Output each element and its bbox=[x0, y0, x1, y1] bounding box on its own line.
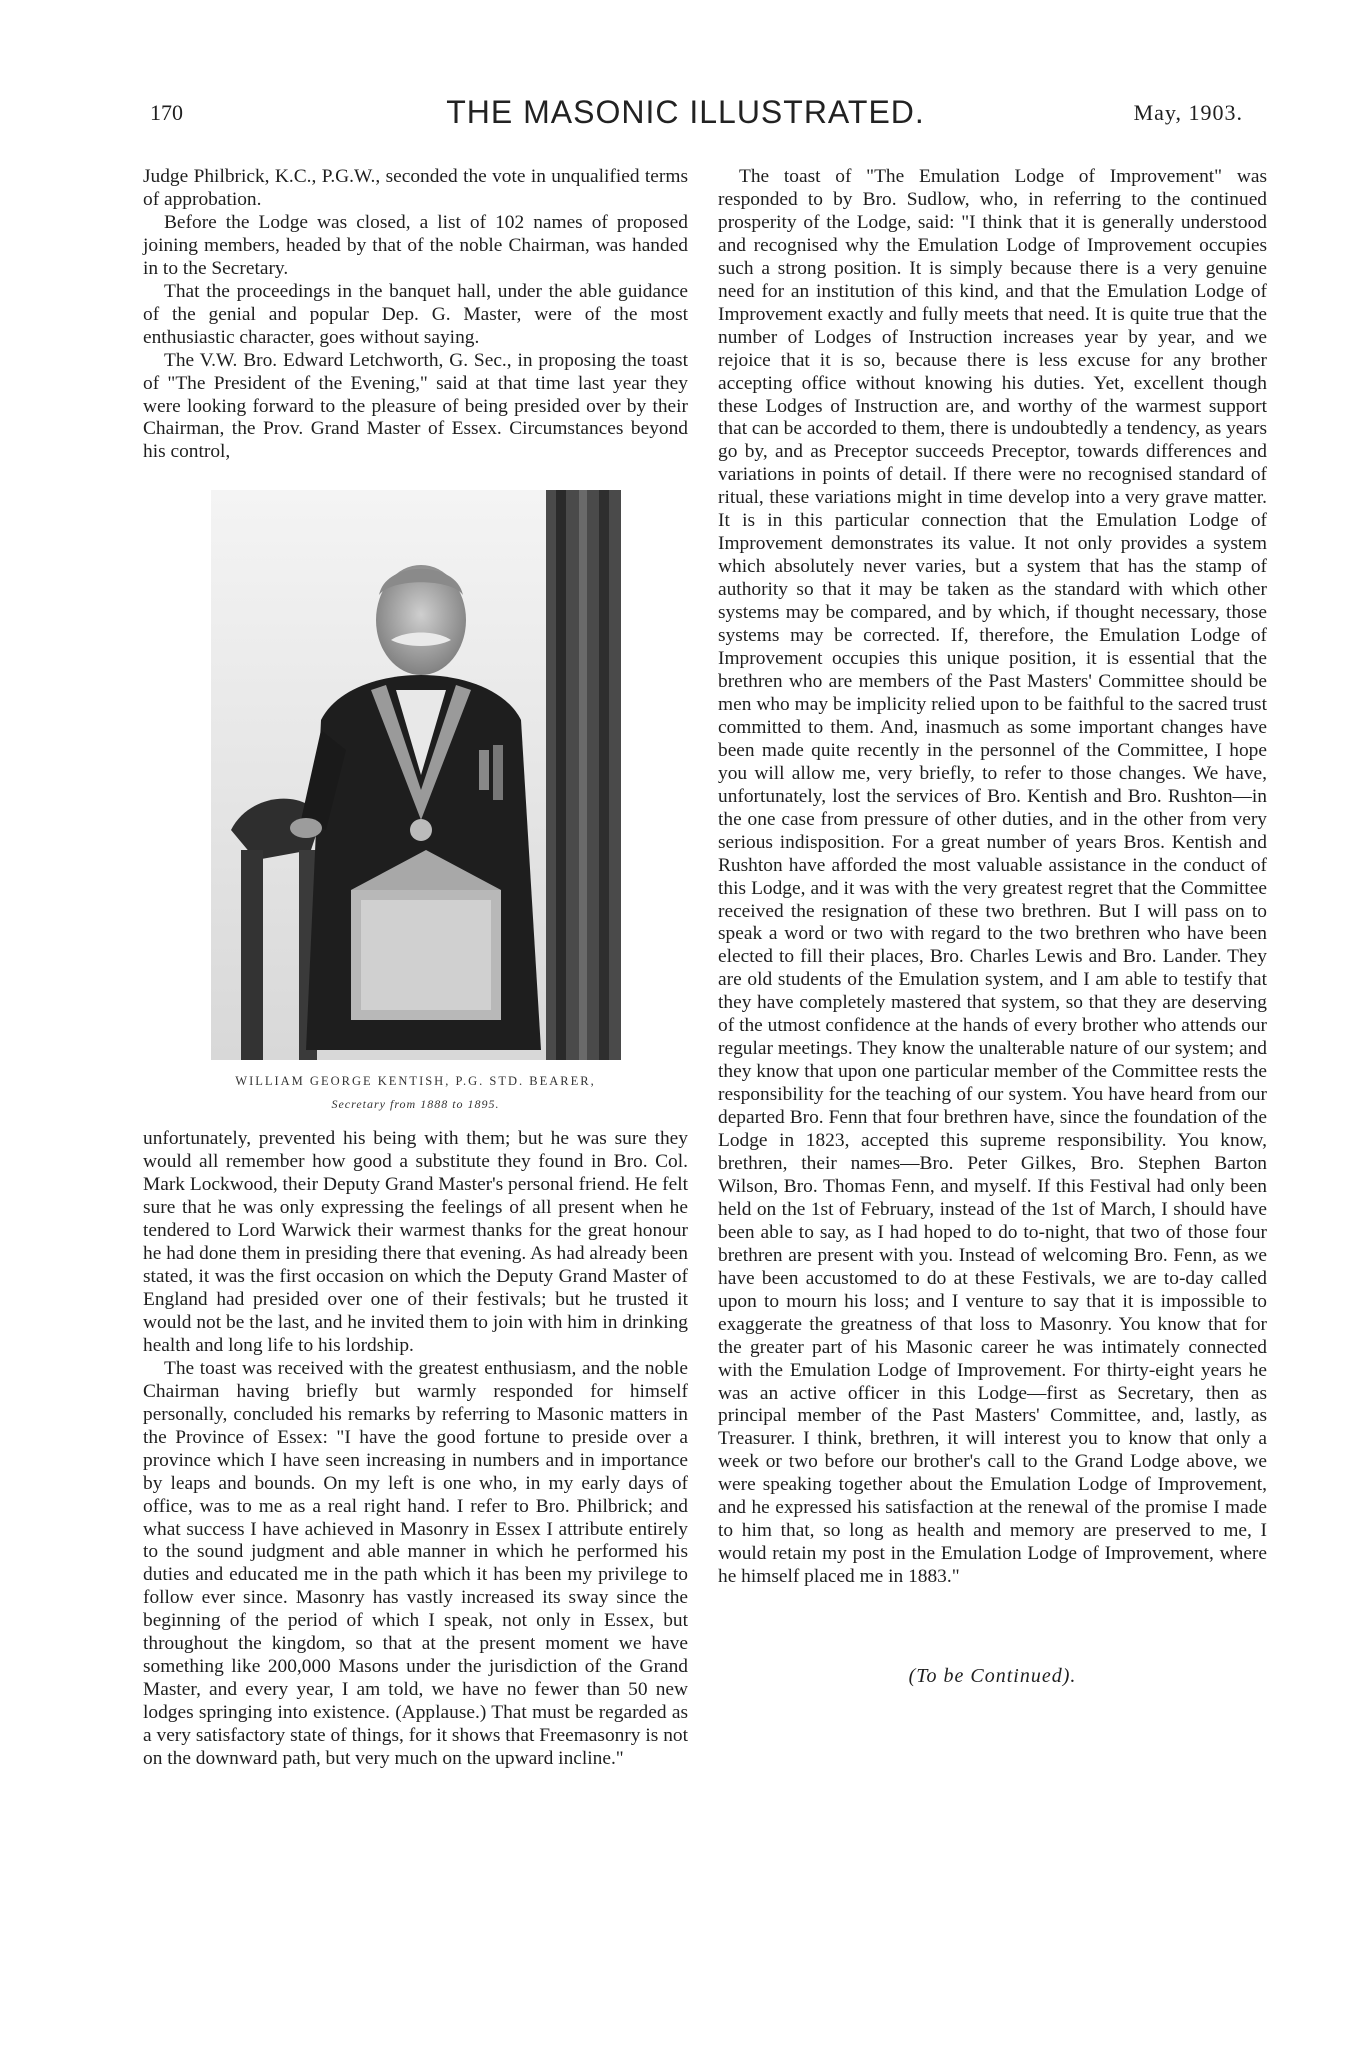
page-number: 170 bbox=[150, 100, 183, 125]
article-paragraph: That the proceedings in the banquet hall, under the able guidance of the genial and popular Dep. G. Master, were of the most enthusiastic character, goes without saying. bbox=[143, 280, 688, 348]
photo-caption-subtitle: Secretary from 1888 to 1895. bbox=[331, 1097, 500, 1112]
portrait-photo bbox=[211, 490, 621, 1060]
issue-date: May, 1903. bbox=[1133, 100, 1243, 125]
article-paragraph: The toast was received with the greatest enthusiasm, and the noble Chairman having briefly but warmly responded for himself personally, concluded his remarks by referring to Masonic matters in the Province of Essex: "I have the good fortune to preside over a province which I have seen increasing in numbers and in importance by leaps and bounds. On my left is one who, in my early days of office, was to me as a real right hand. I refer to Bro. Philbrick; and what success I have achieved in Masonry in Essex I attribute entirely to the sound judgment and able manner in which he performed his duties and educated me in the path which it has been my privilege to follow ever since. Masonry has vastly increased its sway since the beginning of the period of which I speak, not only in Essex, but throughout the kingdom, so that at the present moment we have something like 200,000 Masons under the jurisdiction of the Grand Master, and every year, I am told, we have no fewer than 50 new lodges springing into existence. (Applause.) That must be regarded as a very satisfactory state of things, for it shows that Freemasonry is not on the downward path, but very much on the upward incline." bbox=[143, 1357, 688, 1770]
article-paragraph: Before the Lodge was closed, a list of 102 names of proposed joining members, headed by that of the noble Chairman, was handed in to the Secretary. bbox=[143, 211, 688, 279]
right-column bbox=[718, 166, 1267, 1688]
left-column bbox=[143, 166, 688, 1771]
article-paragraph: The V.W. Bro. Edward Letchworth, G. Sec., in proposing the toast of "The President of the Evening," said at that time last year they were looking forward to the pleasure of being presided over by their Chairman, the Prov. Grand Master of Essex. Circumstances beyond his control, bbox=[143, 349, 688, 463]
article-paragraph: unfortunately, prevented his being with them; but he was sure they would all remember how good a substitute they found in Bro. Col. Mark Lockwood, their Deputy Grand Master's personal friend. He felt sure that he was only expressing the feelings of all present when he tendered to Lord Warwick their warmest thanks for the great honour he had done them in presiding there that evening. As had already been stated, it was the first occasion on which the Deputy Grand Master of England had presided over one of their festivals; but he trusted it would not be the last, and he invited them to join with him in drinking health and long life to his lordship. bbox=[143, 1128, 688, 1356]
article-paragraph: Judge Philbrick, K.C., P.G.W., seconded the vote in unqualified terms of approbation. bbox=[143, 166, 688, 210]
page-header bbox=[0, 0, 1371, 130]
portrait-figure bbox=[143, 490, 688, 1116]
article-paragraph: The toast of "The Emulation Lodge of Improvement" was responded to by Bro. Sudlow, who, in referring to the continued prosperity of the Lodge, said: "I think that it is generally understood and recognised why the Emulation Lodge of Improvement occupies such a strong position. It is simply because there is a very genuine need for an institution of this kind, and that the Emulation Lodge of Improvement exactly and fully meets that need. It is quite true that the number of Lodges of Instruction increases year by year, and we rejoice that it is so, because there is less excuse for any brother accepting office without knowing his duties. Yet, excellent though these Lodges of Instruction are, and worthy of the warmest support that can be accorded to them, there is undoubtedly a tendency, as years go by, and as Preceptor succeeds Preceptor, towards differences and variations in points of detail. If there were no recognised standard of ritual, these variations might in time develop into a very grave matter. It is in this particular connection that the Emulation Lodge of Improvement demonstrates its value. It not only provides a system which absolutely never varies, but a system that has the stamp of authority so that it may be taken as the standard with which other systems may be compared, and by which, if thought necessary, those systems may be corrected. If, therefore, the Emulation Lodge of Improvement occupies this unique position, it is essential that the brethren who are members of the Past Masters' Committee should be men who may be implicity relied upon to be faithful to the sacred trust committed to them. And, inasmuch as some important changes have been made quite recently in the personnel of the Committee, I hope you will allow me, very briefly, to refer to those changes. We have, unfortunately, lost the services of Bro. Kentish and Bro. Rushton—in the one case from pressure of other duties, and in the other from very serious indisposition. For a great number of years Bros. Kentish and Rushton have afforded the most valuable assistance in the conduct of this Lodge, and it was with the very greatest regret that the Committee received the resignation of these two brethren. But I will pass on to speak a word or two with regard to the two brethren who have been elected to fill their places, Bro. Charles Lewis and Bro. Lander. They are old students of the Emulation system, and I am able to testify that they have completely mastered that system, so that they are deserving of the utmost confidence at the hands of every brother who attends our regular meetings. They know the unalterable nature of our system; and they know that upon one particular member of the Committee rests the responsibility for the teaching of our system. You have heard from our departed Bro. Fenn that four brethren have, since the foundation of the Lodge in 1823, accepted this supreme responsibility. You know, brethren, their names—Bro. Peter Gilkes, Bro. Stephen Barton Wilson, Bro. Thomas Fenn, and myself. If this Festival had only been held on the 1st of February, instead of the 1st of March, I should have been able to say, as I had hoped to do to-night, that two of those four brethren are present with you. Instead of welcoming Bro. Fenn, as we have been accustomed to do at these Festivals, we are to-day called upon to mourn his loss; and I venture to say that it is impossible to exaggerate the greatness of that loss to Masonry. You know that for the greater part of his Masonic career he was intimately connected with the Emulation Lodge of Improvement. For thirty-eight years he was an active officer in this Lodge—first as Secretary, then as principal member of the Past Masters' Committee, and, lastly, as Treasurer. I think, brethren, it will interest you to know that only a week or two before our brother's call to the Grand Lodge above, we were speaking together about the Emulation Lodge of Improvement, and he expressed his satisfaction at the renewal of the promise I made to him that, so long as health and memory are preserved to me, I would retain my post in the Emulation Lodge of Improvement, where he himself placed me in 1883." bbox=[718, 166, 1268, 1588]
publication-title: THE MASONIC ILLUSTRATED. bbox=[446, 94, 925, 130]
continued-note: (To be Continued). bbox=[908, 1665, 1077, 1688]
photo-caption-name: WILLIAM GEORGE KENTISH, P.G. STD. BEARER, bbox=[235, 1074, 596, 1089]
